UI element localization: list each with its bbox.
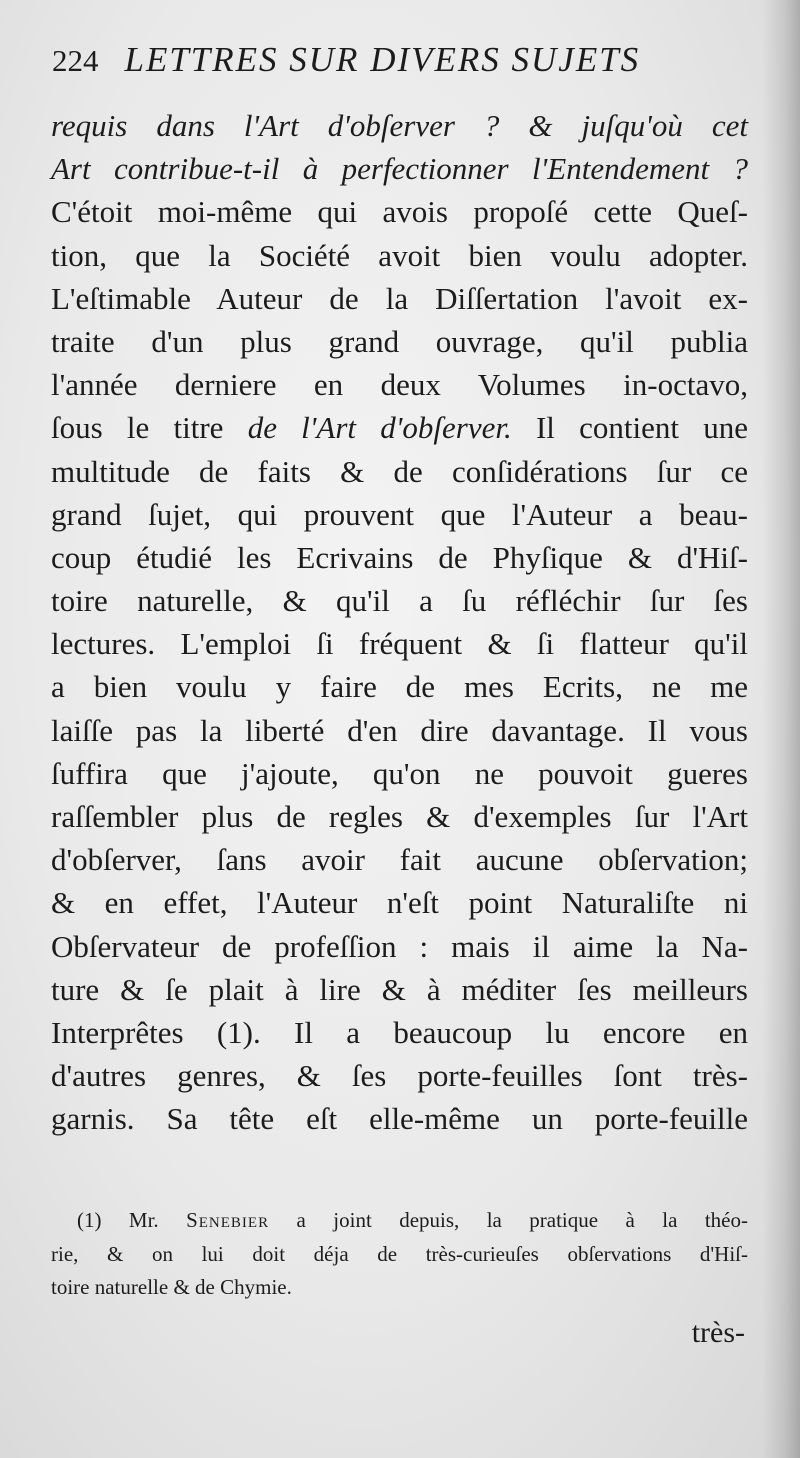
footnote (51, 1204, 748, 1305)
text-line: & en effet, l'Auteur n'eſt point Naturaliſte ni (51, 885, 748, 921)
text-line: d'obſerver, ſans avoir fait aucune obſervation; (51, 842, 748, 878)
text-line: garnis. Sa tête eſt elle-même un porte-feuille (51, 1101, 748, 1137)
footnote-segment: a joint depuis, la pratique à la théo- (269, 1208, 748, 1232)
text-line: Art contribue-t-il à perfectionner l'Entendement ? (51, 151, 748, 187)
text-line: Obſervateur de profeſſion : mais il aime la Na- (51, 928, 748, 964)
text-line: toire naturelle, & qu'il a ſu réfléchir ſur ſes (51, 583, 748, 619)
text-segment: Il contient une (511, 410, 748, 446)
text-line: a bien voulu y faire de mes Ecrits, ne me (51, 669, 748, 705)
text-line: lectures. L'emploi ſi fréquent & ſi flatteur qu'il (51, 626, 748, 662)
text-line: coup étudié les Ecrivains de Phyſique & d'Hiſ- (51, 539, 748, 575)
page-header (52, 40, 752, 90)
text-line: l'année derniere en deux Volumes in-octavo, (51, 367, 748, 403)
book-title-italic: de l'Art d'obſerver. (247, 410, 512, 446)
footnote-line: toire naturelle & de Chymie. (51, 1275, 292, 1299)
footnote-line: rie, & on lui doit déja de très-curieuſes obſervations d'Hiſ- (51, 1241, 748, 1266)
text-line: Interprêtes (1). Il a beaucoup lu encore en (51, 1014, 748, 1050)
text-line (51, 406, 748, 449)
text-line: L'eſtimable Auteur de la Diſſertation l'avoit ex- (51, 280, 748, 316)
page-number: 224 (52, 43, 99, 78)
text-line: ture & ſe plait à lire & à méditer ſes meilleurs (51, 971, 748, 1007)
footnote-marker: (1) Mr. (77, 1208, 187, 1232)
catchword: très- (691, 1316, 745, 1349)
text-line: multitude de faits & de conſidérations ſur ce (51, 453, 748, 489)
text-line: C'étoit moi-même qui avois propoſé cette Queſ- (51, 194, 748, 230)
text-line: tion, que la Société avoit bien voulu adopter. (51, 237, 748, 273)
text-line: raſſembler plus de regles & d'exemples ſur l'Art (51, 799, 748, 834)
footnote-name: Senebier (186, 1208, 270, 1232)
page-edge-shadow (762, 0, 800, 1458)
text-line: requis dans l'Art d'obſerver ? & juſqu'où cet (51, 108, 748, 143)
text-line: d'autres genres, & ſes porte-feuilles ſont très- (51, 1058, 748, 1094)
text-line: ſuffira que j'ajoute, qu'on ne pouvoit gueres (51, 755, 748, 791)
footnote-line (51, 1204, 748, 1238)
running-title: LETTRES SUR DIVERS SUJETS (124, 40, 641, 79)
text-line: grand ſujet, qui prouvent que l'Auteur a beau- (51, 496, 748, 532)
text-line: laiſſe pas la liberté d'en dire davantage. Il vous (51, 712, 748, 748)
text-segment: ſous le titre (51, 410, 248, 446)
main-text (51, 104, 748, 1141)
text-line: traite d'un plus grand ouvrage, qu'il publia (51, 323, 748, 359)
